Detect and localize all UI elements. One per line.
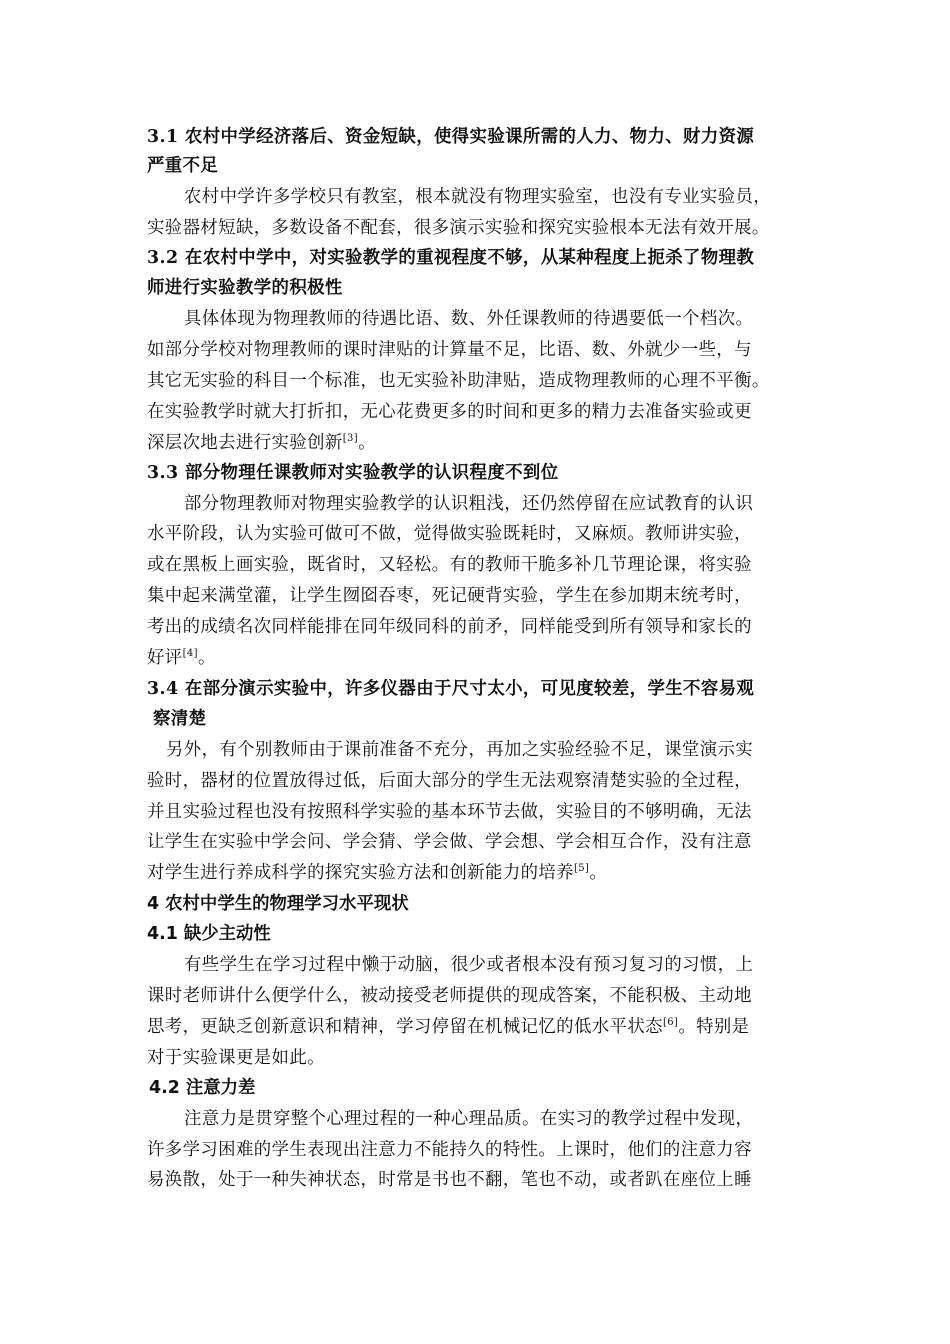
paragraph-tail: 。特别是 [678, 1017, 750, 1037]
paragraph-line: 在实验教学时就大打折扣，无心花费更多的时间和更多的精力去准备实验或更 [147, 402, 752, 422]
chapter-heading-4: 4 农村中学生的物理学习水平现状 [147, 894, 409, 914]
section-heading-4-2: 4.2 注意力差 [149, 1078, 256, 1098]
paragraph-line: 具体体现为物理教师的待遇比语、数、外任课教师的待遇要低一个档次。 [184, 309, 754, 329]
paragraph-line: 让学生在实验中学会问、学会猜、学会做、学会想、学会相互合作，没有注意 [147, 832, 752, 852]
citation-ref: [6] [662, 1017, 679, 1028]
citation-ref: [3] [342, 433, 359, 444]
section-heading-3-1-cont: 严重不足 [147, 156, 219, 176]
paragraph-line: 部分物理教师对物理实验教学的认识粗浅，还仍然停留在应试教育的认识 [184, 494, 754, 514]
paragraph-text: 对学生进行养成科学的探究实验方法和创新能力的培养 [147, 863, 574, 883]
paragraph-line: 其它无实验的科目一个标准，也无实验补助津贴，造成物理教师的心理不平衡。 [147, 371, 770, 391]
paragraph-line: 考出的成绩名次同样能排在同年级同科的前矛，同样能受到所有领导和家长的 [147, 617, 752, 637]
paragraph-line: 水平阶段，认为实验可做可不做，觉得做实验既耗时，又麻烦。教师讲实验， [147, 524, 752, 544]
paragraph-line [147, 1015, 749, 1039]
paragraph-line: 另外，有个别教师由于课前准备不充分，再加之实验经验不足，课堂演示实 [166, 740, 754, 760]
section-heading-3-2: 3.2 在农村中学中，对实验教学的重视程度不够，从某种程度上扼杀了物理教 [147, 248, 755, 268]
paragraph-line: 对于实验课更是如此。 [147, 1048, 325, 1068]
paragraph-line: 课时老师讲什么便学什么，被动接受老师提供的现成答案，不能积极、主动地 [147, 986, 752, 1006]
paragraph-tail: 。 [197, 648, 216, 668]
paragraph-line: 集中起来满堂灌，让学生囫囵吞枣，死记硬背实验，学生在参加期末统考时， [147, 586, 752, 606]
paragraph-line: 有些学生在学习过程中懒于动脑，很少或者根本没有预习复习的习惯，上 [184, 955, 754, 975]
paragraph-line: 易涣散，处于一种失神状态，时常是书也不翻，笔也不动，或者趴在座位上睡 [147, 1170, 752, 1190]
paragraph-line [147, 431, 376, 455]
section-heading-4-1: 4.1 缺少主动性 [147, 924, 271, 944]
paragraph-tail: 。 [358, 433, 376, 453]
paragraph-line [147, 646, 216, 670]
section-heading-3-1: 3.1 农村中学经济落后、资金短缺，使得实验课所需的人力、物力、财力资源 [147, 127, 755, 147]
citation-ref: [4] [182, 648, 198, 659]
paragraph-line: 许多学习困难的学生表现出注意力不能持久的特性。上课时，他们的注意力容 [147, 1140, 752, 1160]
section-heading-3-4: 3.4 在部分演示实验中，许多仪器由于尺寸太小，可见度较差，学生不容易观 [147, 679, 755, 699]
paragraph-text: 思考，更缺乏创新意识和精神，学习停留在机械记忆的低水平状态 [147, 1017, 663, 1037]
section-heading-3-3: 3.3 部分物理任课教师对实验教学的认识程度不到位 [147, 463, 559, 483]
paragraph-line: 农村中学许多学校只有教室，根本就没有物理实验室，也没有专业实验员， [184, 187, 772, 207]
paragraph-line: 如部分学校对物理教师的课时津贴的计算量不足，比语、数、外就少一些，与 [147, 340, 752, 360]
paragraph-line: 注意力是贯穿整个心理过程的一种心理品质。在实习的教学过程中发现， [184, 1109, 754, 1129]
paragraph-line: 验时，器材的位置放得过低，后面大部分的学生无法观察清楚实验的全过程， [147, 771, 752, 791]
paragraph-tail: 。 [589, 863, 608, 883]
section-heading-3-2-cont: 师进行实验教学的积极性 [147, 278, 343, 298]
citation-ref: [5] [573, 863, 590, 874]
section-heading-3-4-cont: 察清楚 [153, 709, 207, 729]
paragraph-line: 并且实验过程也没有按照科学实验的基本环节去做，实验目的不够明确，无法 [147, 802, 752, 822]
paragraph-text: 深层次地去进行实验创新 [147, 433, 343, 453]
paragraph-text: 好评 [147, 648, 183, 668]
paragraph-line: 实验器材短缺，多数设备不配套，很多演示实验和探究实验根本无法有效开展。 [147, 218, 770, 238]
paragraph-line [147, 861, 607, 885]
paragraph-line: 或在黑板上画实验，既省时，又轻松。有的教师干脆多补几节理论课，将实验 [147, 555, 752, 575]
